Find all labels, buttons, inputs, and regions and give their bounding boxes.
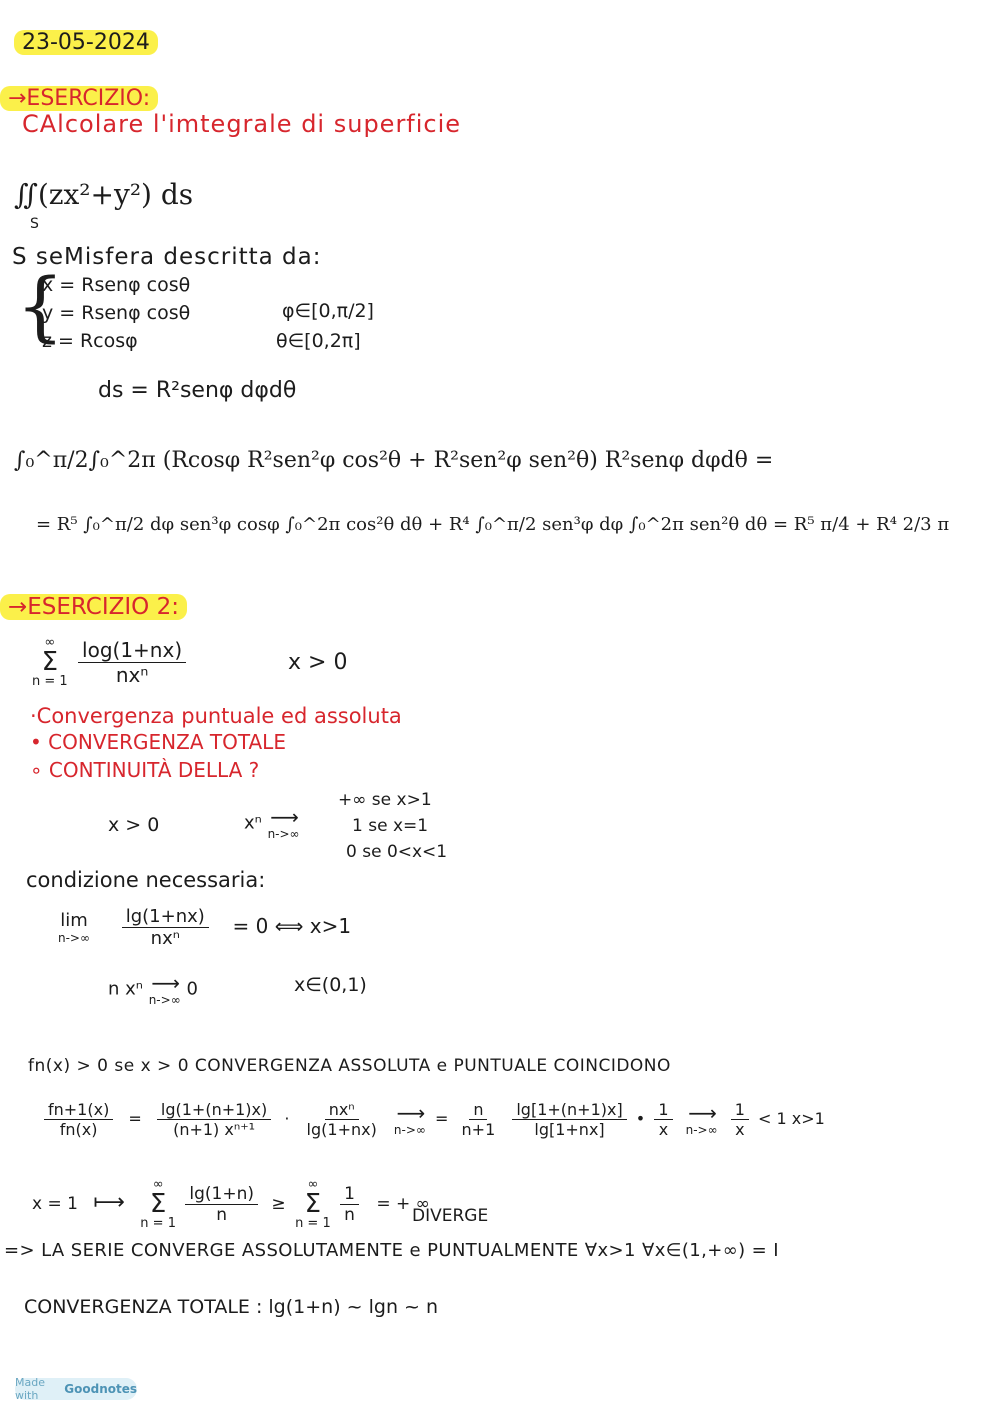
x-equals-one: x = 1 ⟼ ∞ Σ n = 1 $\frac{\lg(1+n)}{n}$ ≥ ∞ Σ n = 1 $\frac{1}{n}$ = + ∞ (32, 1177, 430, 1231)
ratio-lhs: $\frac{fn+1(x)}{fn(x)}$ (44, 1100, 113, 1139)
exercise-2-heading: →ESERCIZIO 2: (0, 594, 187, 620)
necessary-condition: condizione necessaria: (26, 868, 266, 892)
integral-line-1: ∫₀^π/2∫₀^2π (Rcosφ R²sen²φ cos²θ + R²sen²φ sen²θ) R²senφ dφdθ = (14, 448, 774, 473)
harmonic-sum-symbol: ∞ Σ n = 1 (295, 1177, 331, 1231)
ratio-term-b: $\frac{\text{nxⁿ}}{\lg(1+nx)}$ (306, 1100, 377, 1139)
surface-description: S seMisfera descritta da: (12, 244, 322, 270)
xn-limit: xⁿ ⟶ n->∞ (244, 805, 300, 841)
date: 23-05-2024 (14, 30, 158, 55)
x-positive: x > 0 (108, 814, 160, 836)
range-theta: θ∈[0,2π] (276, 330, 361, 352)
ratio-term-e: $\frac{1}{x}$ (654, 1100, 672, 1139)
harmonic-term: $\frac{1}{n}$ (340, 1184, 359, 1225)
exercise-1-task: CAlcolare l'imtegrale di superficie (22, 110, 462, 138)
range-phi: φ∈[0,π/2] (282, 300, 374, 322)
nx-limit: n xⁿ ⟶ n->∞ 0 (108, 971, 198, 1007)
conclusion-line: => LA SERIE CONVERGE ASSOLUTAMENTE e PUNTUALMENTE ∀x>1 ∀x∈(1,+∞) = I (4, 1240, 779, 1261)
system-brace: { (16, 261, 65, 350)
ratio-term-d: $\frac{\lg[1+(n+1)x]}{\lg[1+nx]}$ (512, 1100, 626, 1139)
case-equal: 1 se x=1 (352, 816, 429, 836)
bullet-pointwise: ·Convergenza puntuale ed assoluta (30, 704, 402, 728)
x1-term: $\frac{\lg(1+n)}{n}$ (185, 1184, 258, 1225)
sum-symbol: ∞ Σ n = 1 (32, 635, 68, 689)
param-x: x = Rsenφ cosθ (42, 274, 191, 296)
bullet-total: • CONVERGENZA TOTALE (30, 730, 286, 754)
ratio-arrow-2: ⟶ n->∞ (685, 1100, 718, 1137)
diverge-label: DIVERGE (412, 1206, 489, 1226)
param-y: y = Rsenφ cosθ (42, 302, 191, 324)
case-greater: +∞ se x>1 (338, 790, 432, 810)
surface-element: ds = R²senφ dφdθ (98, 378, 297, 403)
positive-terms-line: fn(x) > 0 se x > 0 CONVERGENZA ASSOLUTA e PUNTUALE COINCIDONO (28, 1056, 671, 1076)
limit-fraction: $\frac{\lg(1+nx)}{\text{nxⁿ}}$ (122, 906, 209, 949)
integral-domain: S (30, 216, 39, 232)
goodnotes-badge: Made with Goodnotes (15, 1376, 137, 1402)
limit-arrow: ⟶ n->∞ (267, 805, 300, 841)
integral-line-2: = R⁵ ∫₀^π/2 dφ sen³φ cosφ ∫₀^2π cos²θ dθ + R⁴ ∫₀^π/2 sen³φ dφ ∫₀^2π sen²θ dθ = R⁵ π/4 + R⁴ 2/3 π (36, 514, 950, 535)
exercise-1-heading: →ESERCIZIO: (0, 86, 158, 111)
series-term: $\frac{\log(1+nx)}{\text{nxⁿ}}$ (78, 638, 186, 687)
x1-sum-symbol: ∞ Σ n = 1 (140, 1177, 176, 1231)
series-definition (32, 636, 190, 688)
total-convergence-line: CONVERGENZA TOTALE : lg(1+n) ~ lgn ~ n (24, 1296, 439, 1318)
lim-label: lim n->∞ (58, 910, 90, 945)
ratio-term-c: $\frac{n}{n+1}$ (461, 1100, 496, 1139)
case-less: 0 se 0<x<1 (346, 842, 448, 862)
limit-expression: lim n->∞ $\frac{\lg(1+nx)}{\text{nxⁿ}}$ = 0 ⟺ x>1 (58, 906, 352, 949)
bullet-continuity: ∘ CONTINUITÀ DELLA ? (30, 758, 260, 782)
ratio-test: $\frac{fn+1(x)}{fn(x)}$ = $\frac{\lg(1+(n+1)x)}{\text{(n+1) xⁿ⁺¹}}$ · $\frac{\text{nxⁿ}}{\lg(1+nx)}$ ⟶ n->∞ = $\frac{n}{n+1}$ $\frac{\lg[1+(n+1)x]}{\lg[1+nx]}$ • $\frac{1}{x}$ ⟶ n->∞ $\frac{1}{x}$ < 1 x>1 (40, 1100, 825, 1139)
ratio-arrow-1: ⟶ n->∞ (393, 1100, 426, 1137)
ratio-term-a: $\frac{\lg(1+(n+1)x)}{\text{(n+1) xⁿ⁺¹}}$ (157, 1100, 271, 1139)
nx-domain: x∈(0,1) (294, 974, 367, 996)
nx-arrow: ⟶ n->∞ (148, 971, 181, 1007)
ratio-term-f: $\frac{1}{x}$ (731, 1100, 749, 1139)
surface-integral: ∬(zx²+y²) ds (14, 178, 194, 211)
param-z: z = Rcosφ (42, 330, 138, 352)
series-condition: x > 0 (288, 650, 348, 675)
